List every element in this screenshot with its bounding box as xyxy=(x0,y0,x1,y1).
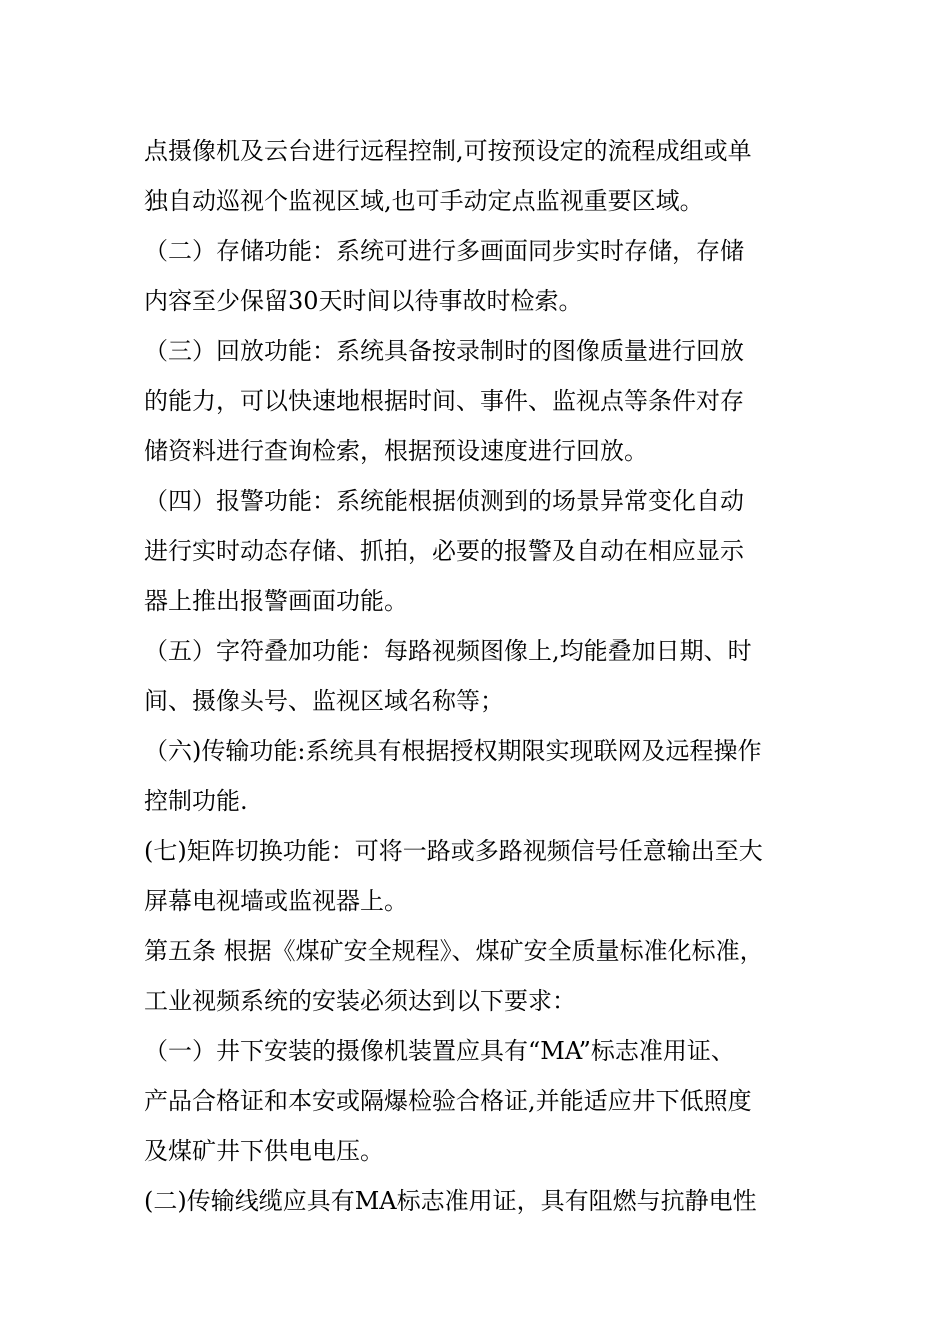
text-line: 第五条 根据《煤矿安全规程》、煤矿安全质量标准化标准， xyxy=(144,937,764,965)
text-line: 储资料进行查询检索，根据预设速度进行回放。 xyxy=(144,437,648,465)
text-line: 及煤矿井下供电电压。 xyxy=(144,1137,384,1165)
text-line: (二)传输线缆应具有MA标志准用证，具有阻燃与抗静电性 xyxy=(144,1187,757,1215)
text-line: 间、摄像头号、监视区域名称等； xyxy=(144,687,504,715)
text-line: （一）井下安装的摄像机装置应具有“MA”标志准用证、 xyxy=(144,1037,735,1065)
text-line: （四）报警功能：系统能根据侦测到的场景异常变化自动 xyxy=(144,487,744,515)
text-line: 控制功能. xyxy=(144,787,248,815)
text-line: （二）存储功能：系统可进行多画面同步实时存储，存储 xyxy=(144,237,744,265)
text-line: 独自动巡视个监视区域,也可手动定点监视重要区域。 xyxy=(144,187,704,215)
text-line: 点摄像机及云台进行远程控制,可按预设定的流程成组或单 xyxy=(144,137,752,165)
text-line: 的能力，可以快速地根据时间、事件、监视点等条件对存 xyxy=(144,387,744,415)
text-line: (七)矩阵切换功能：可将一路或多路视频信号任意输出至大 xyxy=(144,837,763,865)
text-line: （五）字符叠加功能：每路视频图像上,均能叠加日期、时 xyxy=(144,637,752,665)
text-line: 器上推出报警画面功能。 xyxy=(144,587,408,615)
text-line: （六)传输功能:系统具有根据授权期限实现联网及远程操作 xyxy=(144,737,762,765)
body-text xyxy=(144,126,844,1226)
text-line: 产品合格证和本安或隔爆检验合格证,并能适应井下低照度 xyxy=(144,1087,752,1115)
text-line: 内容至少保留30天时间以待事故时检索。 xyxy=(144,287,583,315)
text-line: 进行实时动态存储、抓拍，必要的报警及自动在相应显示 xyxy=(144,537,744,565)
text-line: 屏幕电视墙或监视器上。 xyxy=(144,887,408,915)
text-line: （三）回放功能：系统具备按录制时的图像质量进行回放 xyxy=(144,337,744,365)
text-line: 工业视频系统的安装必须达到以下要求： xyxy=(144,987,576,1015)
